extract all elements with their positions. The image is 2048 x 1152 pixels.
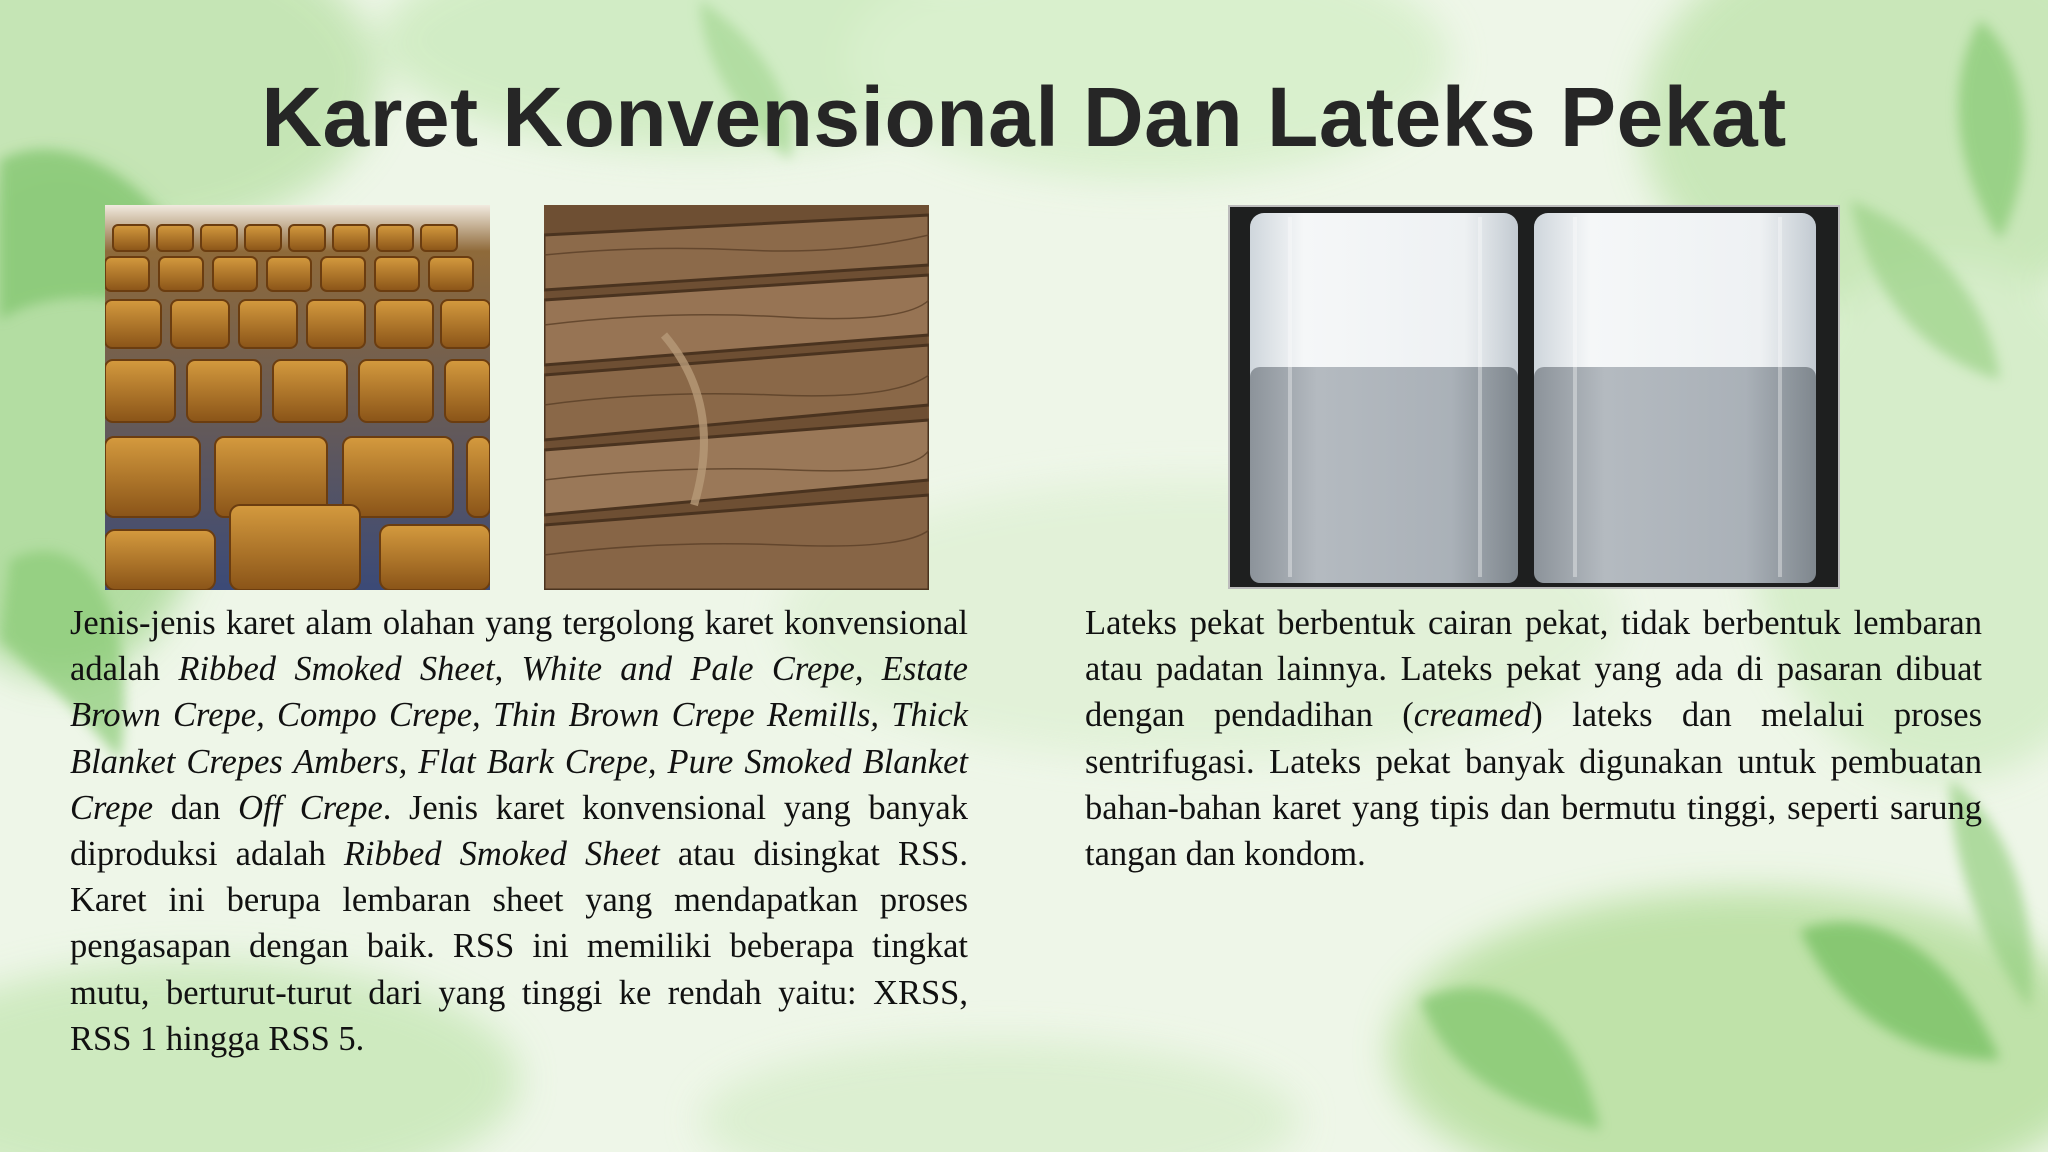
right-text-italic: creamed [1413, 696, 1532, 735]
latex-concentrate-paragraph [1085, 600, 1982, 877]
left-text-italic: Ribbed Smoked Sheet [178, 650, 495, 689]
left-text-part: , [494, 650, 522, 689]
slide-title: Karet Konvensional Dan Lateks Pekat [261, 70, 1787, 164]
left-text-part: Jenis-jenis karet alam olahan yang tergolong karet konvensional adalah [70, 604, 968, 689]
right-text-part: ) lateks dan melalui proses sentrifugasi. Lateks pekat banyak digunakan untuk pembuatan bahan-bahan karet yang tipis dan bermutu tinggi, seperti sarung tangan dan kondom. [1085, 696, 1982, 874]
left-text-italic: Ribbed Smoked Sheet [343, 835, 660, 874]
left-text-italic: Off Crepe [238, 788, 383, 827]
left-text-part: dan [153, 788, 239, 827]
left-text-italic: White and Pale Crepe, Estate Brown Crepe, Compo Crepe, Thin Brown Crepe Remills, Thick Blanket Crepes Ambers, Flat Bark Crepe, Pure Smoked Blanket Crepe [70, 650, 968, 827]
rubber-sheets-photo [544, 205, 929, 590]
latex-concentrate-photo [1230, 207, 1838, 587]
conventional-rubber-paragraph [70, 600, 968, 1062]
left-text-part: atau disingkat RSS. Karet ini berupa lembaran sheet yang mendapatkan proses pengasapan dengan baik. RSS ini memiliki beberapa tingkat mutu, berturut-turut dari yang tinggi ke rendah yaitu: XRSS, RSS 1 hingga RSS 5. [70, 835, 968, 1058]
right-text-part: Lateks pekat berbentuk cairan pekat, tidak berbentuk lembaran atau padatan lainnya. Lateks pekat yang ada di pasaran dibuat dengan pendadihan ( [1085, 604, 1982, 735]
rubber-blocks-photo [105, 205, 490, 590]
left-text-part: . Jenis karet konvensional yang banyak diproduksi adalah [70, 788, 968, 874]
